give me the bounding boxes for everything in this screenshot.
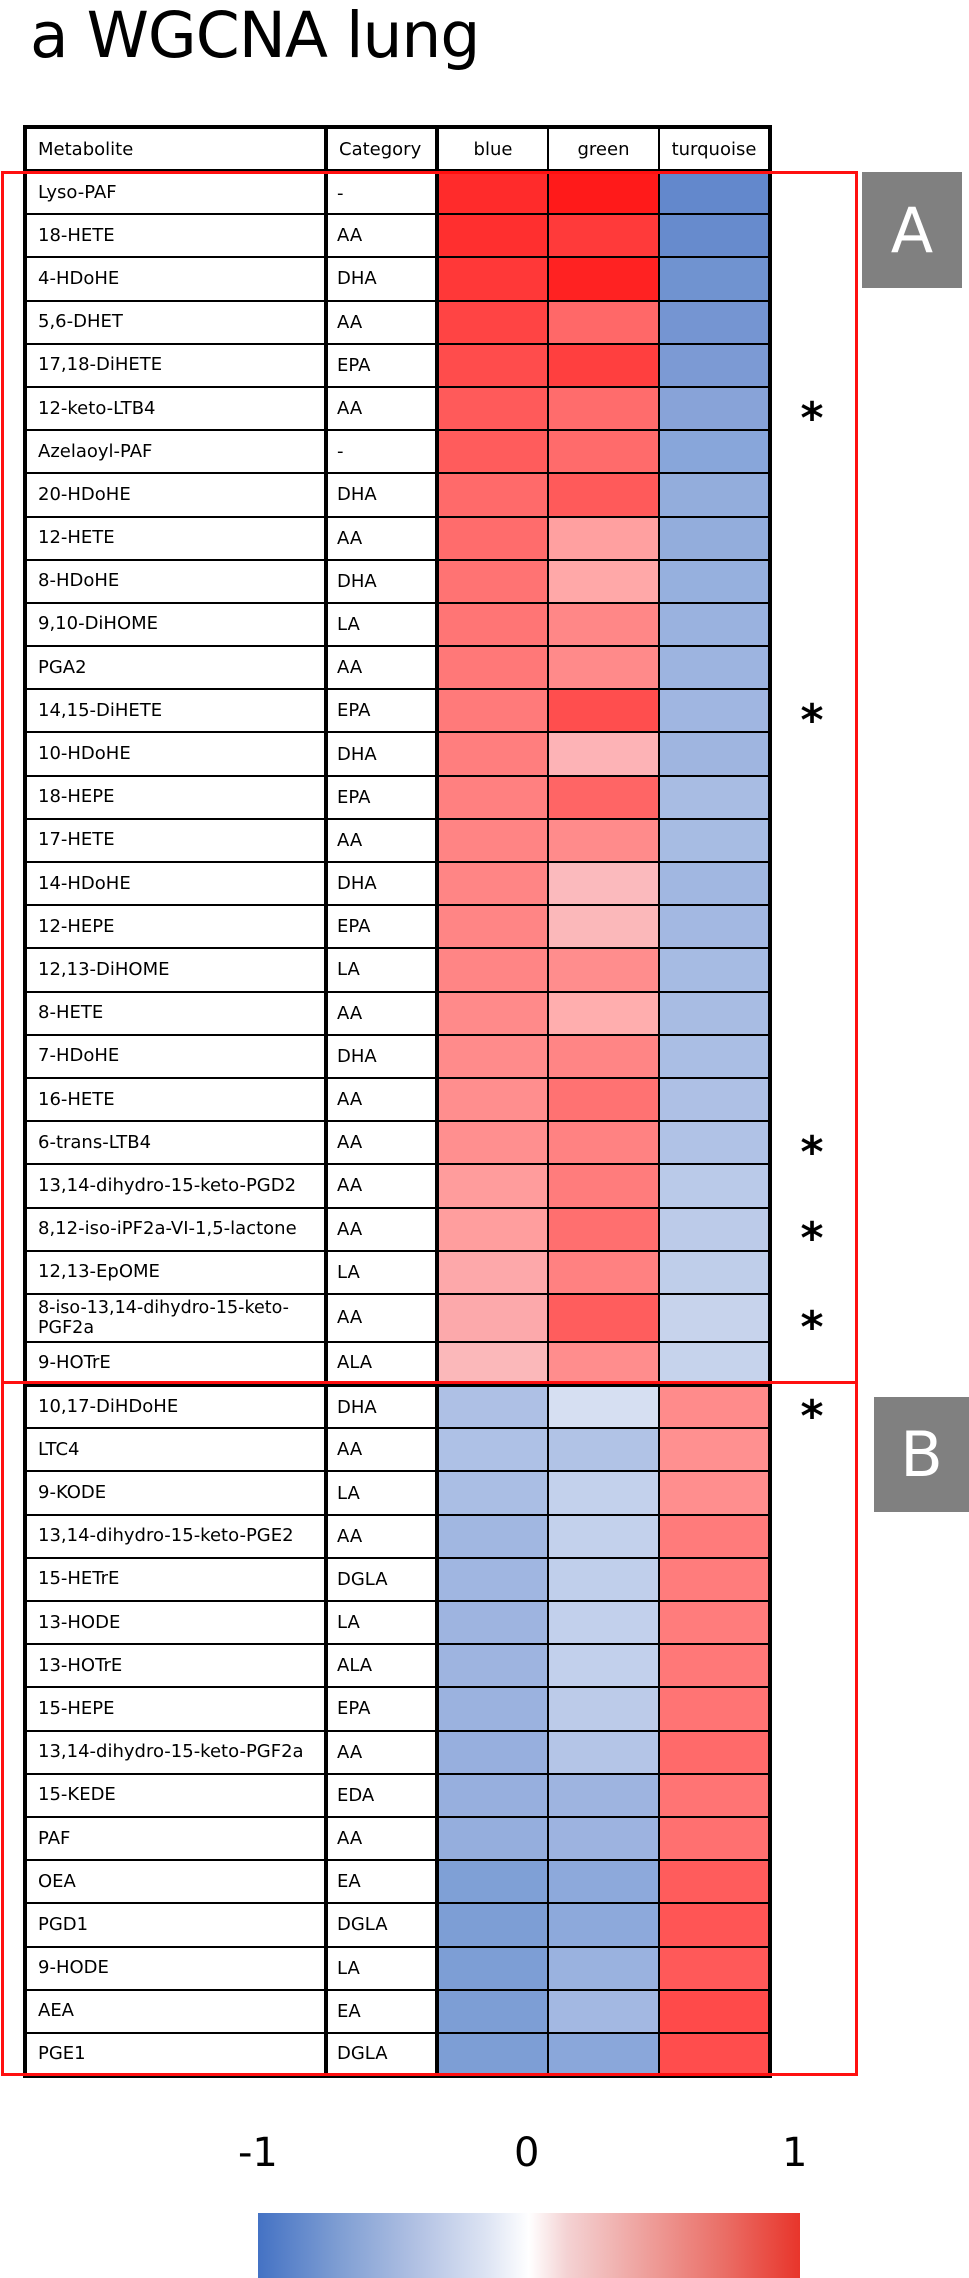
heat-cell-turquoise <box>659 387 770 430</box>
table-row <box>25 689 770 732</box>
heat-cell-blue <box>437 1903 548 1946</box>
heat-cell-blue <box>437 473 548 516</box>
table-row <box>25 732 770 775</box>
metabolite-cell: 8-HDoHE <box>25 560 326 603</box>
category-cell: DHA <box>326 473 437 516</box>
metabolite-cell: 15-KEDE <box>25 1774 326 1817</box>
metabolite-cell: 12,13-EpOME <box>25 1251 326 1294</box>
heat-cell-green <box>548 1251 659 1294</box>
metabolite-cell: 18-HEPE <box>25 776 326 819</box>
table-row <box>25 1428 770 1471</box>
heat-cell-green <box>548 430 659 473</box>
category-cell: AA <box>326 387 437 430</box>
heat-cell-green <box>548 1385 659 1428</box>
category-cell: ALA <box>326 1644 437 1687</box>
heat-cell-green <box>548 517 659 560</box>
table-row <box>25 344 770 387</box>
heat-cell-green <box>548 1644 659 1687</box>
heat-cell-turquoise <box>659 301 770 344</box>
heat-cell-blue <box>437 1385 548 1428</box>
heat-cell-blue <box>437 1817 548 1860</box>
heat-cell-turquoise <box>659 517 770 560</box>
category-cell: LA <box>326 1601 437 1644</box>
heat-cell-turquoise <box>659 1342 770 1385</box>
category-cell: AA <box>326 214 437 257</box>
category-cell: DHA <box>326 1035 437 1078</box>
metabolite-cell: 10-HDoHE <box>25 732 326 775</box>
category-cell: - <box>326 171 437 214</box>
heat-cell-green <box>548 776 659 819</box>
table-row <box>25 171 770 214</box>
metabolite-cell: 4-HDoHE <box>25 257 326 300</box>
category-cell: EDA <box>326 1774 437 1817</box>
heat-cell-blue <box>437 1860 548 1903</box>
category-cell: AA <box>326 1208 437 1251</box>
heat-cell-turquoise <box>659 1860 770 1903</box>
heat-cell-green <box>548 2033 659 2076</box>
heat-cell-blue <box>437 776 548 819</box>
table-row <box>25 862 770 905</box>
metabolite-cell: 12-HEPE <box>25 905 326 948</box>
heat-cell-turquoise <box>659 732 770 775</box>
heat-cell-blue <box>437 1294 548 1342</box>
table-row <box>25 560 770 603</box>
heat-cell-green <box>548 1035 659 1078</box>
table-row <box>25 646 770 689</box>
heat-cell-turquoise <box>659 1121 770 1164</box>
table-row <box>25 948 770 991</box>
heat-cell-green <box>548 948 659 991</box>
heat-cell-green <box>548 214 659 257</box>
metabolite-cell: 5,6-DHET <box>25 301 326 344</box>
metabolite-cell: 8-iso-13,14-dihydro-15-keto-PGF2a <box>25 1294 326 1342</box>
heat-cell-blue <box>437 430 548 473</box>
heat-cell-green <box>548 1208 659 1251</box>
table-row <box>25 430 770 473</box>
heatmap-table <box>23 125 772 2078</box>
colorbar-min-label: -1 <box>238 2130 278 2176</box>
heat-cell-green <box>548 257 659 300</box>
category-cell: AA <box>326 1294 437 1342</box>
table-row <box>25 1774 770 1817</box>
heat-cell-turquoise <box>659 862 770 905</box>
heat-cell-blue <box>437 1774 548 1817</box>
heat-cell-blue <box>437 2033 548 2076</box>
heat-cell-turquoise <box>659 1990 770 2033</box>
table-row <box>25 1471 770 1514</box>
category-cell: EPA <box>326 776 437 819</box>
category-cell: AA <box>326 1515 437 1558</box>
table-row <box>25 1078 770 1121</box>
heat-cell-green <box>548 1601 659 1644</box>
heat-cell-blue <box>437 1558 548 1601</box>
heat-cell-turquoise <box>659 992 770 1035</box>
header-module-green: green <box>548 127 659 171</box>
heat-cell-green <box>548 1558 659 1601</box>
heat-cell-green <box>548 171 659 214</box>
heat-cell-green <box>548 1428 659 1471</box>
heat-cell-blue <box>437 1644 548 1687</box>
metabolite-cell: 16-HETE <box>25 1078 326 1121</box>
heat-cell-green <box>548 1515 659 1558</box>
heat-cell-green <box>548 1903 659 1946</box>
category-cell: AA <box>326 1164 437 1207</box>
heat-cell-green <box>548 1471 659 1514</box>
heat-cell-turquoise <box>659 1558 770 1601</box>
heat-cell-turquoise <box>659 1251 770 1294</box>
heat-cell-blue <box>437 905 548 948</box>
category-cell: DGLA <box>326 1558 437 1601</box>
heat-cell-blue <box>437 689 548 732</box>
heat-cell-turquoise <box>659 257 770 300</box>
heat-cell-green <box>548 473 659 516</box>
table-row <box>25 301 770 344</box>
category-cell: DGLA <box>326 2033 437 2076</box>
heat-cell-turquoise <box>659 214 770 257</box>
table-row <box>25 603 770 646</box>
heat-cell-blue <box>437 992 548 1035</box>
metabolite-cell: 8-HETE <box>25 992 326 1035</box>
heat-cell-blue <box>437 560 548 603</box>
table-row <box>25 1515 770 1558</box>
table-row <box>25 1558 770 1601</box>
heat-cell-blue <box>437 1035 548 1078</box>
category-cell: EA <box>326 1860 437 1903</box>
heat-cell-green <box>548 603 659 646</box>
category-cell: AA <box>326 1121 437 1164</box>
category-cell: EPA <box>326 689 437 732</box>
metabolite-cell: 10,17-DiHDoHE <box>25 1385 326 1428</box>
heat-cell-blue <box>437 1947 548 1990</box>
heat-cell-blue <box>437 257 548 300</box>
metabolite-cell: PGD1 <box>25 1903 326 1946</box>
category-cell: - <box>326 430 437 473</box>
heat-cell-turquoise <box>659 646 770 689</box>
heat-cell-turquoise <box>659 819 770 862</box>
category-cell: AA <box>326 1817 437 1860</box>
significance-asterisk: * <box>800 1302 824 1354</box>
table-row <box>25 473 770 516</box>
heat-cell-turquoise <box>659 603 770 646</box>
metabolite-cell: PAF <box>25 1817 326 1860</box>
heat-cell-blue <box>437 344 548 387</box>
category-cell: AA <box>326 301 437 344</box>
heat-cell-turquoise <box>659 1515 770 1558</box>
category-cell: DHA <box>326 732 437 775</box>
metabolite-cell: 13,14-dihydro-15-keto-PGD2 <box>25 1164 326 1207</box>
table-row <box>25 387 770 430</box>
table-row <box>25 905 770 948</box>
heat-cell-blue <box>437 603 548 646</box>
table-row <box>25 1385 770 1428</box>
heat-cell-turquoise <box>659 171 770 214</box>
heat-cell-turquoise <box>659 1078 770 1121</box>
table-row <box>25 1251 770 1294</box>
category-cell: EPA <box>326 905 437 948</box>
heat-cell-turquoise <box>659 473 770 516</box>
category-cell: DHA <box>326 560 437 603</box>
table-row <box>25 1342 770 1385</box>
group-b-label: B <box>874 1397 969 1512</box>
heat-cell-blue <box>437 1687 548 1730</box>
table-row <box>25 214 770 257</box>
header-category: Category <box>326 127 437 171</box>
heat-cell-blue <box>437 1164 548 1207</box>
significance-asterisk: * <box>800 1127 824 1178</box>
heat-cell-blue <box>437 1515 548 1558</box>
significance-asterisk: * <box>800 1391 824 1442</box>
metabolite-cell: 12-HETE <box>25 517 326 560</box>
heat-cell-green <box>548 387 659 430</box>
metabolite-cell: 7-HDoHE <box>25 1035 326 1078</box>
metabolite-cell: 14-HDoHE <box>25 862 326 905</box>
heat-cell-turquoise <box>659 1385 770 1428</box>
header-module-blue: blue <box>437 127 548 171</box>
heat-cell-green <box>548 1294 659 1342</box>
metabolite-cell: 9-HOTrE <box>25 1342 326 1385</box>
table-row <box>25 1947 770 1990</box>
metabolite-cell: AEA <box>25 1990 326 2033</box>
heat-cell-turquoise <box>659 905 770 948</box>
category-cell: ALA <box>326 1342 437 1385</box>
heat-cell-blue <box>437 1990 548 2033</box>
metabolite-cell: 9-KODE <box>25 1471 326 1514</box>
heat-cell-turquoise <box>659 1947 770 1990</box>
colorbar-gradient <box>258 2213 800 2278</box>
metabolite-cell: 13,14-dihydro-15-keto-PGF2a <box>25 1731 326 1774</box>
heat-cell-green <box>548 905 659 948</box>
category-cell: DGLA <box>326 1903 437 1946</box>
heat-cell-turquoise <box>659 1817 770 1860</box>
metabolite-cell: 9,10-DiHOME <box>25 603 326 646</box>
table-row <box>25 992 770 1035</box>
heat-cell-turquoise <box>659 1428 770 1471</box>
metabolite-cell: Lyso-PAF <box>25 171 326 214</box>
heat-cell-turquoise <box>659 948 770 991</box>
heat-cell-blue <box>437 171 548 214</box>
table-row <box>25 1817 770 1860</box>
metabolite-cell: 13-HODE <box>25 1601 326 1644</box>
heat-cell-blue <box>437 214 548 257</box>
category-cell: AA <box>326 1428 437 1471</box>
group-a-label: A <box>862 172 962 288</box>
category-cell: LA <box>326 1251 437 1294</box>
significance-asterisk: * <box>800 392 824 444</box>
table-row <box>25 1164 770 1207</box>
table-row <box>25 517 770 560</box>
heat-cell-turquoise <box>659 1903 770 1946</box>
heat-cell-turquoise <box>659 689 770 732</box>
table-row <box>25 1294 770 1342</box>
heat-cell-turquoise <box>659 1164 770 1207</box>
metabolite-cell: 8,12-iso-iPF2a-VI-1,5-lactone <box>25 1208 326 1251</box>
category-cell: AA <box>326 1078 437 1121</box>
heat-cell-blue <box>437 1428 548 1471</box>
heat-cell-green <box>548 819 659 862</box>
heat-cell-green <box>548 689 659 732</box>
heat-cell-green <box>548 1817 659 1860</box>
metabolite-cell: 15-HEPE <box>25 1687 326 1730</box>
metabolite-cell: 17,18-DiHETE <box>25 344 326 387</box>
colorbar-max-label: 1 <box>782 2130 808 2176</box>
significance-asterisk: * <box>800 695 824 746</box>
heat-cell-green <box>548 732 659 775</box>
metabolite-cell: 20-HDoHE <box>25 473 326 516</box>
heat-cell-green <box>548 1860 659 1903</box>
metabolite-cell: LTC4 <box>25 1428 326 1471</box>
table-row <box>25 1601 770 1644</box>
heat-cell-green <box>548 1774 659 1817</box>
metabolite-cell: Azelaoyl-PAF <box>25 430 326 473</box>
category-cell: EPA <box>326 344 437 387</box>
heat-cell-blue <box>437 1471 548 1514</box>
heat-cell-green <box>548 1342 659 1385</box>
heat-cell-turquoise <box>659 1035 770 1078</box>
category-cell: AA <box>326 517 437 560</box>
header-row <box>25 127 770 171</box>
heat-cell-turquoise <box>659 1601 770 1644</box>
significance-asterisk: * <box>800 1213 824 1265</box>
table-row <box>25 2033 770 2076</box>
metabolite-cell: 6-trans-LTB4 <box>25 1121 326 1164</box>
category-cell: AA <box>326 819 437 862</box>
heat-cell-green <box>548 1078 659 1121</box>
category-cell: EA <box>326 1990 437 2033</box>
category-cell: LA <box>326 1947 437 1990</box>
heat-cell-blue <box>437 517 548 560</box>
heat-cell-green <box>548 344 659 387</box>
category-cell: EPA <box>326 1687 437 1730</box>
heat-cell-turquoise <box>659 776 770 819</box>
heat-cell-turquoise <box>659 1774 770 1817</box>
metabolite-cell: 14,15-DiHETE <box>25 689 326 732</box>
table-row <box>25 1121 770 1164</box>
heat-cell-blue <box>437 1208 548 1251</box>
heat-cell-blue <box>437 1251 548 1294</box>
colorbar-mid-label: 0 <box>514 2130 540 2176</box>
table-row <box>25 1731 770 1774</box>
heat-cell-green <box>548 1947 659 1990</box>
heat-cell-green <box>548 1121 659 1164</box>
heat-cell-green <box>548 301 659 344</box>
category-cell: DHA <box>326 1385 437 1428</box>
header-module-turquoise: turquoise <box>659 127 770 171</box>
heat-cell-green <box>548 862 659 905</box>
table-row <box>25 257 770 300</box>
table-row <box>25 1860 770 1903</box>
metabolite-cell: 17-HETE <box>25 819 326 862</box>
heat-cell-blue <box>437 862 548 905</box>
heat-cell-blue <box>437 948 548 991</box>
heat-cell-green <box>548 1731 659 1774</box>
heat-cell-blue <box>437 387 548 430</box>
heat-cell-turquoise <box>659 2033 770 2076</box>
table-row <box>25 1990 770 2033</box>
heat-cell-green <box>548 1164 659 1207</box>
metabolite-cell: 15-HETrE <box>25 1558 326 1601</box>
metabolite-cell: 9-HODE <box>25 1947 326 1990</box>
table-row <box>25 1035 770 1078</box>
table-row <box>25 1687 770 1730</box>
heat-cell-turquoise <box>659 560 770 603</box>
figure-title: a WGCNA lung <box>30 0 480 72</box>
heat-cell-blue <box>437 1342 548 1385</box>
table-row <box>25 1903 770 1946</box>
heat-cell-turquoise <box>659 1208 770 1251</box>
heat-cell-turquoise <box>659 1471 770 1514</box>
metabolite-cell: 18-HETE <box>25 214 326 257</box>
header-metabolite: Metabolite <box>25 127 326 171</box>
heat-cell-green <box>548 560 659 603</box>
metabolite-cell: 12,13-DiHOME <box>25 948 326 991</box>
heat-cell-turquoise <box>659 430 770 473</box>
metabolite-cell: OEA <box>25 1860 326 1903</box>
category-cell: LA <box>326 1471 437 1514</box>
heat-cell-blue <box>437 819 548 862</box>
metabolite-cell: 13,14-dihydro-15-keto-PGE2 <box>25 1515 326 1558</box>
heatmap-body <box>25 171 770 2076</box>
category-cell: DHA <box>326 862 437 905</box>
category-cell: DHA <box>326 257 437 300</box>
metabolite-cell: PGA2 <box>25 646 326 689</box>
heat-cell-turquoise <box>659 1687 770 1730</box>
heat-cell-blue <box>437 1121 548 1164</box>
category-cell: AA <box>326 992 437 1035</box>
heat-cell-blue <box>437 1601 548 1644</box>
heat-cell-turquoise <box>659 344 770 387</box>
heat-cell-green <box>548 1687 659 1730</box>
metabolite-cell: 13-HOTrE <box>25 1644 326 1687</box>
heat-cell-green <box>548 992 659 1035</box>
heat-cell-blue <box>437 1078 548 1121</box>
heat-cell-turquoise <box>659 1731 770 1774</box>
heat-cell-green <box>548 1990 659 2033</box>
heat-cell-turquoise <box>659 1644 770 1687</box>
table-row <box>25 1208 770 1251</box>
table-row <box>25 819 770 862</box>
category-cell: LA <box>326 603 437 646</box>
table-row <box>25 1644 770 1687</box>
heat-cell-green <box>548 646 659 689</box>
category-cell: AA <box>326 646 437 689</box>
category-cell: AA <box>326 1731 437 1774</box>
heat-cell-turquoise <box>659 1294 770 1342</box>
table-row <box>25 776 770 819</box>
heat-cell-blue <box>437 1731 548 1774</box>
heat-cell-blue <box>437 646 548 689</box>
heat-cell-blue <box>437 732 548 775</box>
metabolite-cell: 12-keto-LTB4 <box>25 387 326 430</box>
heat-cell-blue <box>437 301 548 344</box>
metabolite-cell: PGE1 <box>25 2033 326 2076</box>
category-cell: LA <box>326 948 437 991</box>
